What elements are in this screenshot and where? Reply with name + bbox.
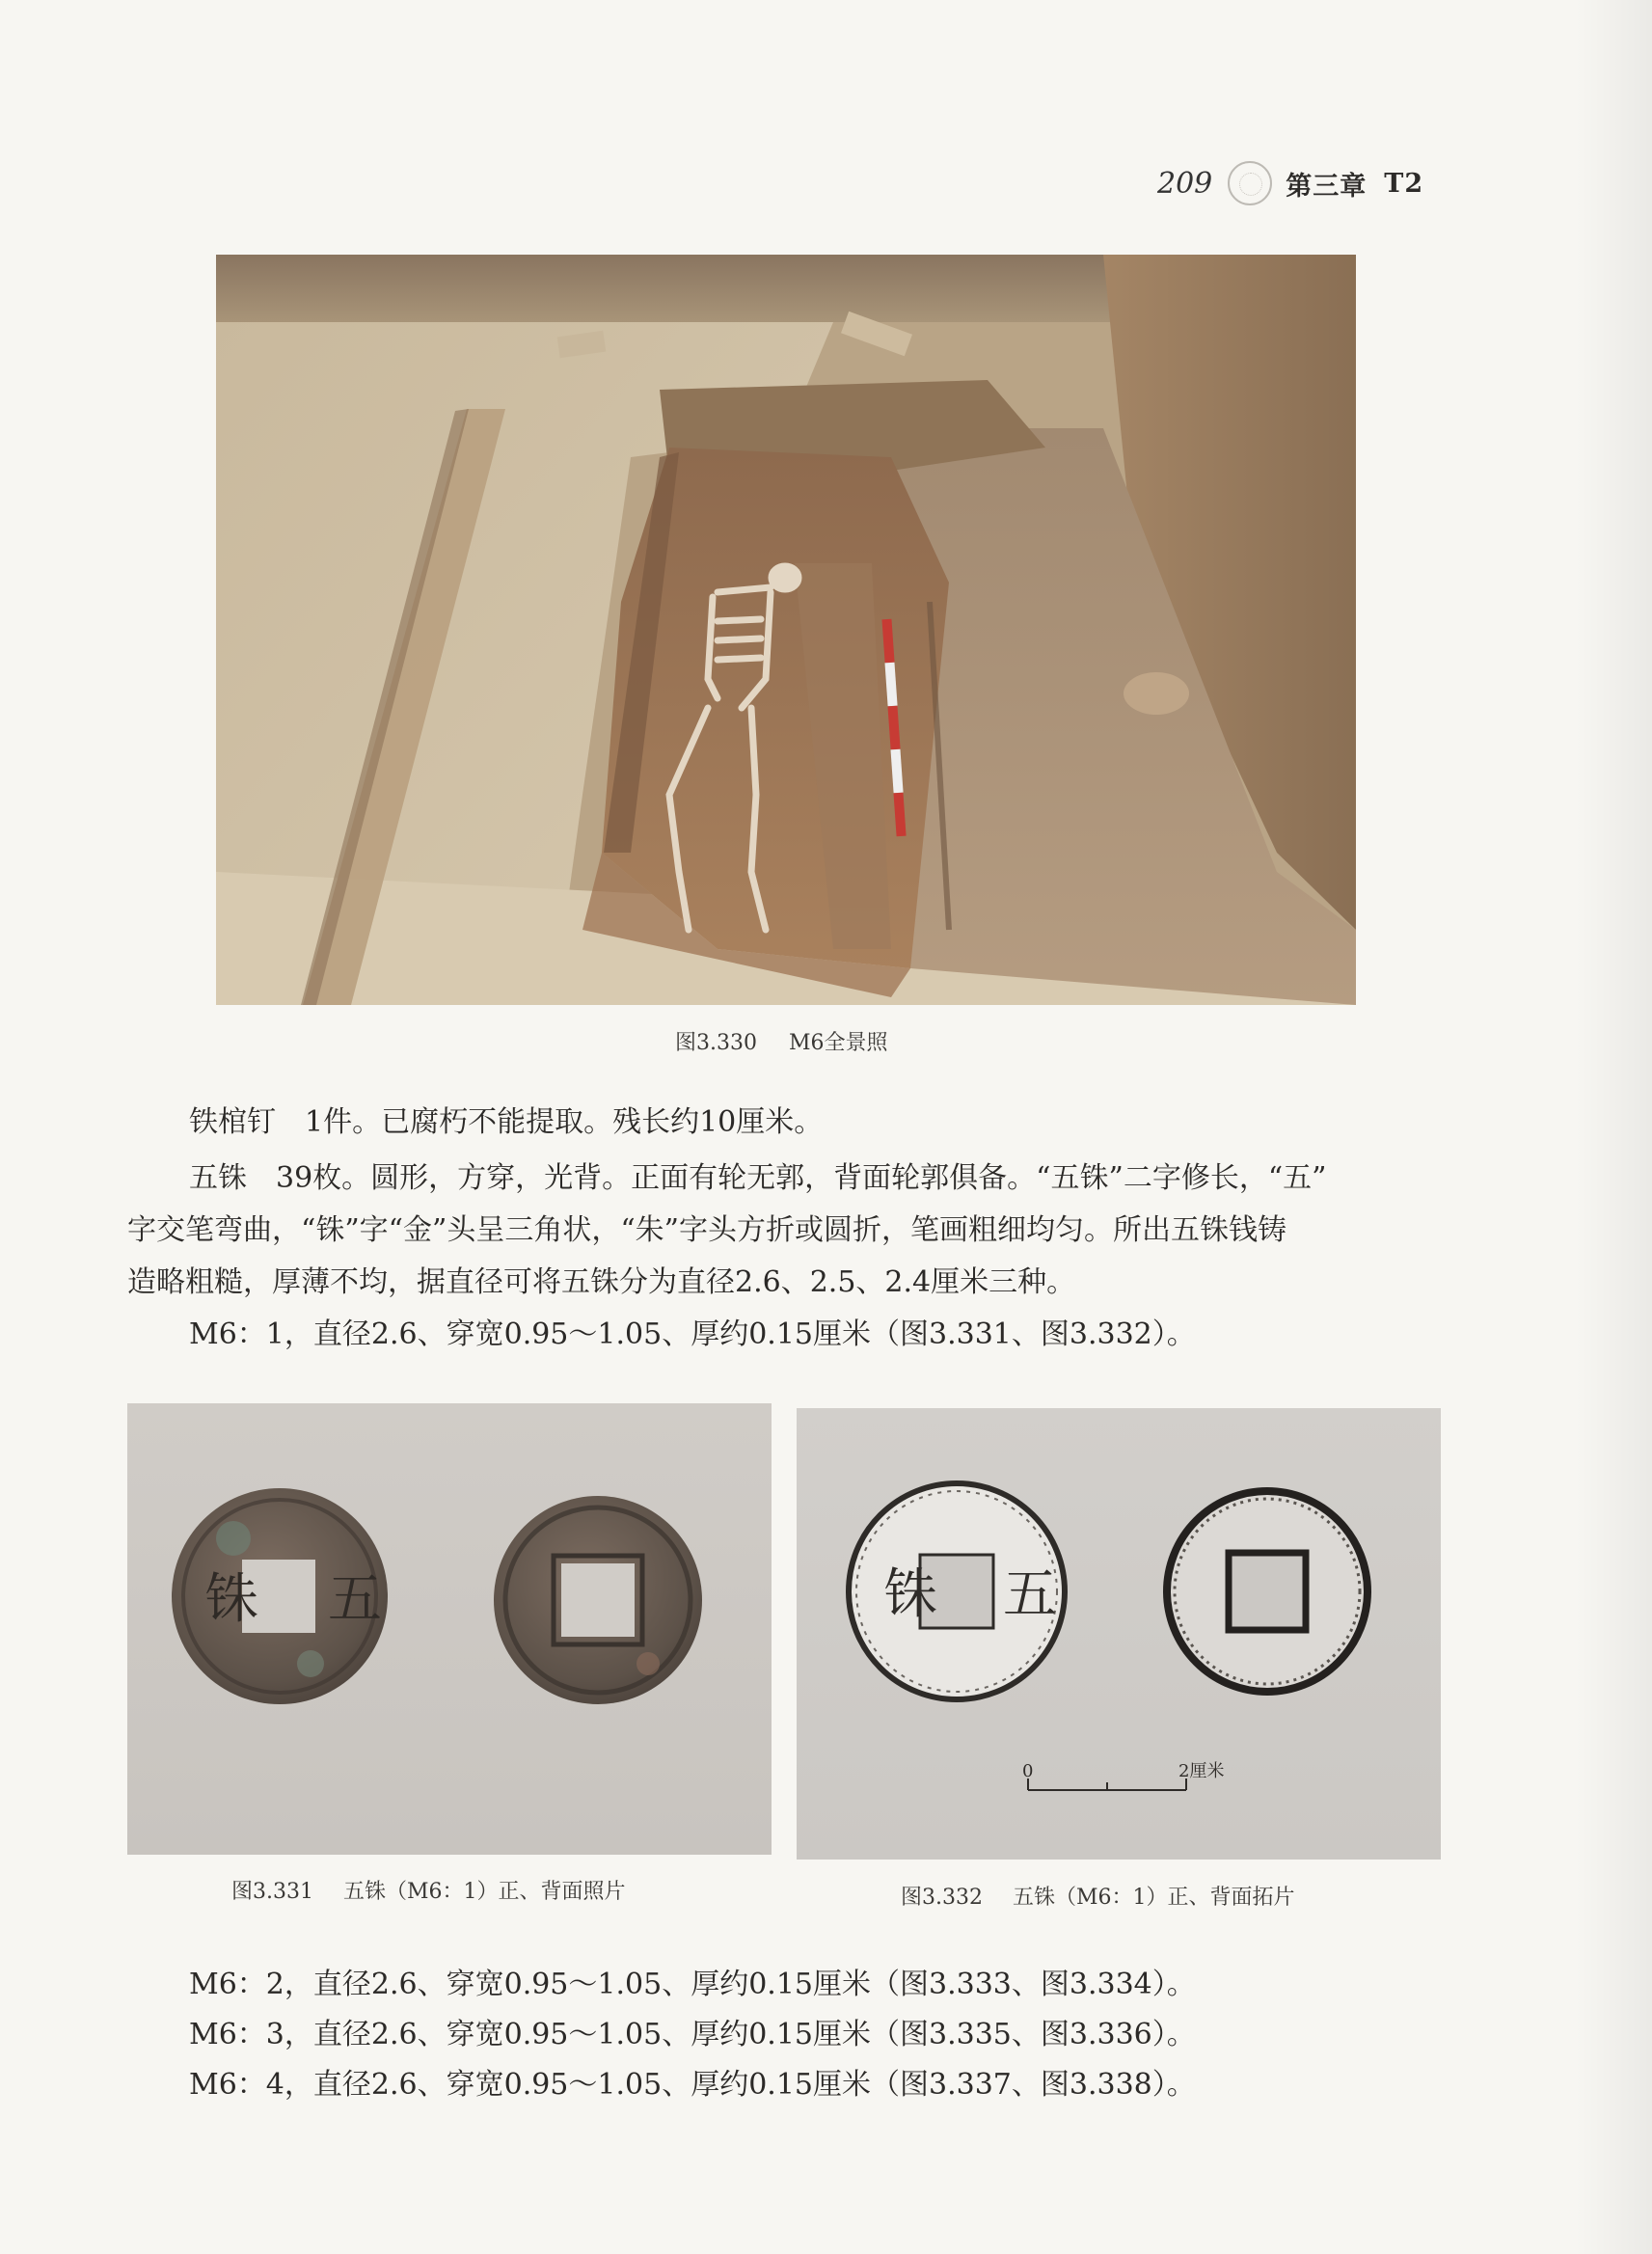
figure-number: 图3.331 bbox=[231, 1880, 313, 1904]
coin-photo-panel bbox=[127, 1403, 772, 1855]
paragraph-m6-1: M6：1，直径2.6、穿宽0.95～1.05、厚约0.15厘米（图3.331、图3.332）。 bbox=[189, 1317, 1196, 1351]
figure-title: 五铢（M6：1）正、背面照片 bbox=[342, 1880, 626, 1904]
ornament-icon bbox=[1228, 161, 1272, 205]
paragraph-wuzhu-line1: 五铢 39枚。圆形，方穿，光背。正面有轮无郭，背面轮郭俱备。“五铢”二字修长，“五” bbox=[189, 1161, 1327, 1195]
scale-start-label: 0 bbox=[1022, 1761, 1034, 1781]
coin-photos bbox=[127, 1403, 772, 1855]
running-header bbox=[1157, 154, 1466, 212]
figure-caption-330 bbox=[675, 1026, 888, 1056]
coin-rubbing-panel bbox=[797, 1408, 1441, 1860]
figure-caption-332 bbox=[901, 1881, 1295, 1911]
section-label: T2 bbox=[1384, 168, 1424, 199]
page-number: 209 bbox=[1157, 166, 1213, 201]
paragraph-wuzhu-line2: 字交笔弯曲，“铢”字“金”头呈三角状，“朱”字头方折或圆折，笔画粗细均匀。所出五铢钱铸 bbox=[127, 1213, 1287, 1247]
figure-title: 五铢（M6：1）正、背面拓片 bbox=[1012, 1886, 1295, 1910]
figure-caption-331 bbox=[231, 1875, 626, 1905]
paragraph-iron-nail: 铁棺钉 1件。已腐朽不能提取。残长约10厘米。 bbox=[189, 1105, 824, 1139]
excavation-photo-illustration bbox=[216, 255, 1356, 1005]
scale-bar bbox=[1028, 1779, 1186, 1790]
rubbing-char-zhu: 铢 bbox=[883, 1563, 937, 1626]
scale-end-label: 2厘米 bbox=[1178, 1761, 1225, 1781]
page-edge-shadow bbox=[1575, 0, 1652, 2254]
figure-title: M6全景照 bbox=[788, 1031, 888, 1055]
coin-rubbings bbox=[797, 1408, 1441, 1860]
figure-number: 图3.332 bbox=[901, 1886, 983, 1910]
figure-number: 图3.330 bbox=[675, 1031, 757, 1055]
rubbing-char-wu: 五 bbox=[1003, 1563, 1057, 1626]
paragraph-m6-3: M6：3，直径2.6、穿宽0.95～1.05、厚约0.15厘米（图3.335、图3.336）。 bbox=[189, 2018, 1196, 2051]
paragraph-m6-2: M6：2，直径2.6、穿宽0.95～1.05、厚约0.15厘米（图3.333、图3.334）。 bbox=[189, 1968, 1196, 2001]
coin-char-wu: 五 bbox=[328, 1568, 382, 1631]
coin-reverse-rubbing bbox=[1167, 1491, 1368, 1692]
coin-char-zhu: 铢 bbox=[204, 1568, 258, 1631]
chapter-label: 第三章 bbox=[1286, 171, 1368, 202]
paragraph-wuzhu-line3: 造略粗糙，厚薄不均，据直径可将五铢分为直径2.6、2.5、2.4厘米三种。 bbox=[127, 1265, 1076, 1299]
paragraph-m6-4: M6：4，直径2.6、穿宽0.95～1.05、厚约0.15厘米（图3.337、图3.338）。 bbox=[189, 2068, 1196, 2102]
coin-reverse-photo bbox=[494, 1496, 702, 1704]
excavation-photo bbox=[216, 255, 1356, 1005]
